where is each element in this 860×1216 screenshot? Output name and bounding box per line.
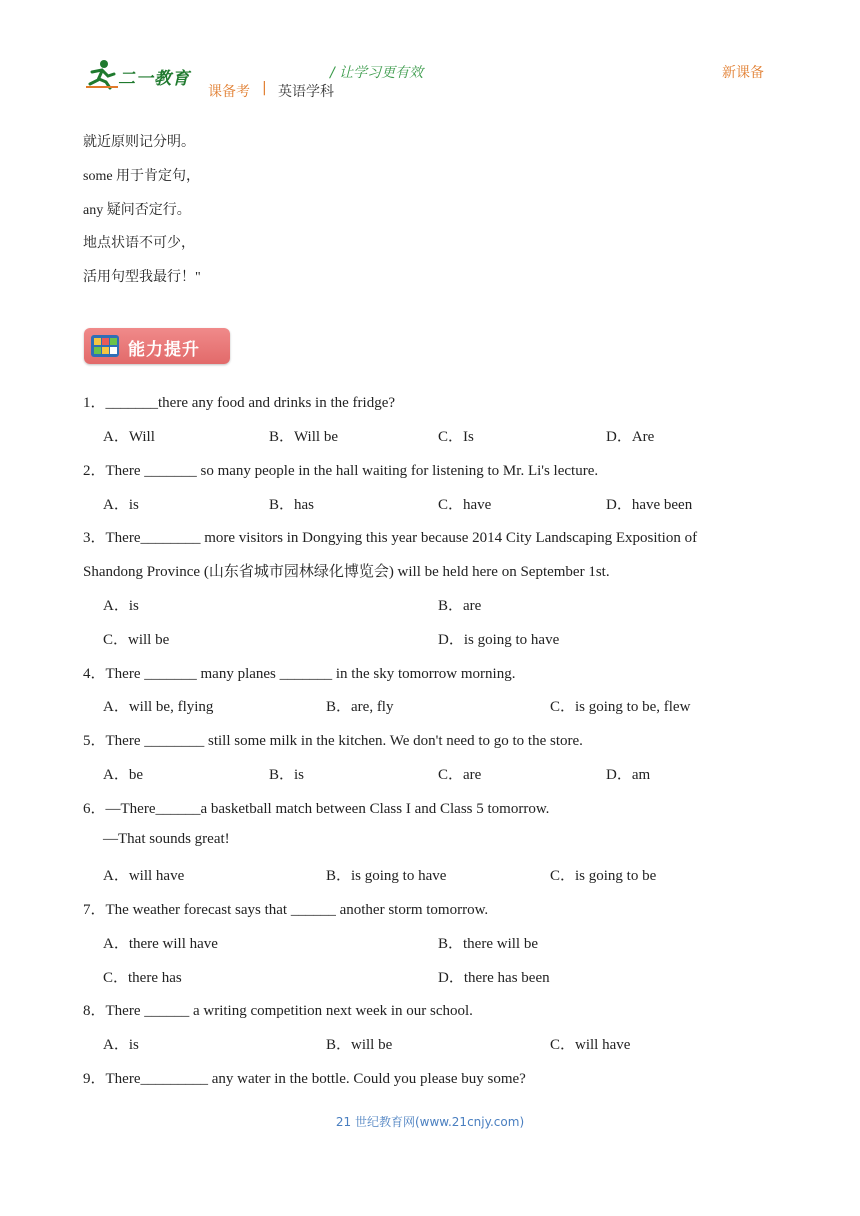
section-title: 能力提升 [128, 340, 200, 360]
option: A．Will [103, 429, 155, 445]
poem-line: any 疑问否定行。 [83, 203, 191, 218]
question-number: 2． [83, 463, 106, 479]
question-2 [83, 459, 598, 480]
logo-text: 二一教育 [118, 69, 190, 89]
slogan: / 让学习更有效 [330, 65, 424, 81]
option: D．there has been [438, 970, 550, 986]
option: A．is [103, 598, 139, 614]
option: C．have [438, 497, 492, 513]
question-number: 9． [83, 1071, 106, 1087]
option: C．are [438, 767, 482, 783]
option: A．there will have [103, 936, 218, 952]
poem-line: 地点状语不可少， [83, 236, 195, 251]
option: A．will be, flying [103, 699, 214, 715]
question-text: There ______ a writing competition next week in our school. [105, 1003, 473, 1019]
option: B．are [438, 598, 482, 614]
question-5 [83, 729, 583, 750]
option: C．will have [550, 1037, 631, 1053]
blocks-icon [91, 335, 119, 357]
poem-line: some 用于肯定句， [83, 169, 201, 184]
question-text: _______there any food and drinks in the fridge? [105, 395, 396, 411]
option: B．will be [326, 1037, 393, 1053]
option: A．is [103, 1037, 139, 1053]
question-text: There _______ many planes _______ in the sky tomorrow morning. [105, 666, 516, 682]
option: A．be [103, 767, 143, 783]
question-text: There________ more visitors in Dongying this year because 2014 City Landscaping Exposition of [105, 530, 698, 546]
question-8 [83, 999, 473, 1020]
poem-line: 就近原则记分明。 [83, 135, 195, 150]
section-banner [84, 328, 230, 364]
option: C．there has [103, 970, 182, 986]
question-text: There_________ any water in the bottle. Could you please buy some? [105, 1071, 526, 1087]
new-prep-label: 新课备 [722, 65, 764, 81]
question-number: 1． [83, 395, 106, 411]
option: C．is going to be, flew [550, 699, 691, 715]
option: B．Will be [269, 429, 338, 445]
option: C．Is [438, 429, 474, 445]
question-7 [83, 898, 488, 919]
running-man-icon [84, 58, 120, 90]
option: B．has [269, 497, 315, 513]
header-separator: | [262, 80, 267, 96]
question-9 [83, 1067, 526, 1088]
option: B．is going to have [326, 868, 447, 884]
question-1 [83, 391, 395, 412]
option: A．will have [103, 868, 185, 884]
option: C．will be [103, 632, 170, 648]
option: B．are, fly [326, 699, 394, 715]
option: D．is going to have [438, 632, 560, 648]
question-number: 5． [83, 733, 106, 749]
question-text-continued: Shandong Province (山东省城市园林绿化博览会) will be held here on September 1st. [83, 564, 610, 580]
prep-label: 课备考 [208, 84, 250, 100]
question-6 [83, 797, 549, 818]
question-text: —There______a basketball match between Class I and Class 5 tomorrow. [105, 801, 550, 817]
option: C．is going to be [550, 868, 657, 884]
poem-line: 活用句型我最行！" [83, 270, 201, 285]
question-3 [83, 526, 697, 547]
option: D．am [606, 767, 651, 783]
option: D．have been [606, 497, 693, 513]
subject-label: 英语学科 [278, 84, 334, 100]
option: A．is [103, 497, 139, 513]
question-text: There ________ still some milk in the kitchen. We don't need to go to the store. [105, 733, 583, 749]
option: B．there will be [438, 936, 538, 952]
question-text: The weather forecast says that ______ another storm tomorrow. [105, 902, 489, 918]
question-number: 3． [83, 530, 106, 546]
question-text-continued: —That sounds great! [103, 831, 230, 847]
question-4 [83, 662, 515, 683]
page-footer: 21 世纪教育网(www.21cnjy.com) [335, 1115, 525, 1129]
option: D．Are [606, 429, 655, 445]
question-text: There _______ so many people in the hall waiting for listening to Mr. Li's lecture. [105, 463, 599, 479]
question-number: 4． [83, 666, 106, 682]
option: B．is [269, 767, 305, 783]
question-number: 8． [83, 1003, 106, 1019]
question-number: 7． [83, 902, 106, 918]
question-number: 6． [83, 801, 106, 817]
